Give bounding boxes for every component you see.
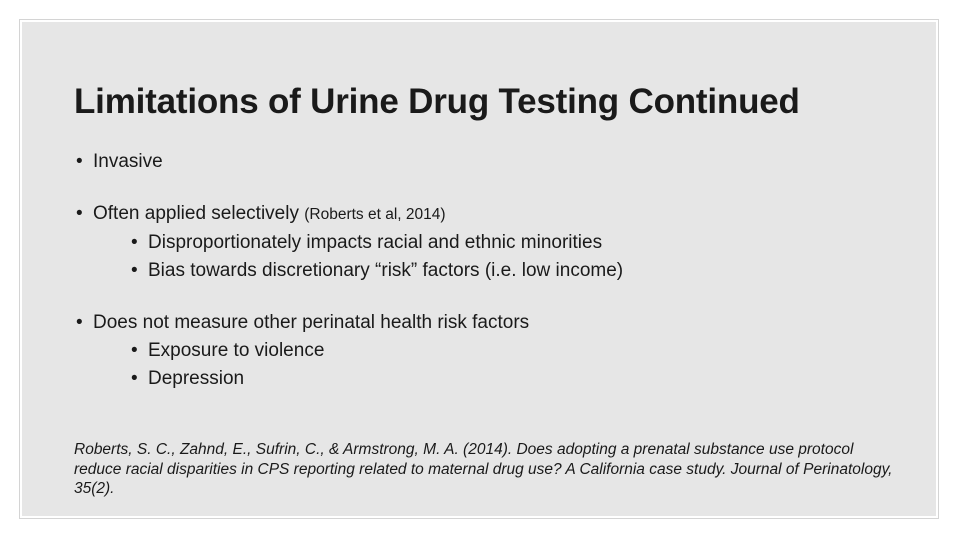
reference-citation: Roberts, S. C., Zahnd, E., Sufrin, C., & Armstrong, M. A. (2014). Does adopting a prenatal substance use protocol reduce racial disparities in CPS reporting related to maternal drug use? A California case study. Journal of Perinatology, 35(2). [74,441,893,497]
sub-bullet-item: • Depression [129,365,894,393]
bullet-text: Invasive [93,151,163,172]
bullet-item-applied-selectively [74,200,894,285]
sub-bullet-item: • Exposure to violence [129,337,894,365]
slide [20,20,938,518]
bullet-item-risk-factors [74,309,894,393]
sub-bullet-item: • Disproportionately impacts racial and ethnic minorities [129,229,894,257]
sub-bullet-item: • Bias towards discretionary “risk” factors (i.e. low income) [129,257,894,285]
slide-title: Limitations of Urine Drug Testing Continued [74,82,800,121]
sub-bullet-list [93,337,894,393]
bullet-item-invasive [74,148,894,176]
inline-citation: (Roberts et al, 2014) [304,206,446,223]
bullet-text: Does not measure other perinatal health risk factors [93,312,530,333]
bullet-list [74,148,894,417]
sub-bullet-list [93,229,894,285]
bullet-text: Often applied selectively [93,203,305,224]
